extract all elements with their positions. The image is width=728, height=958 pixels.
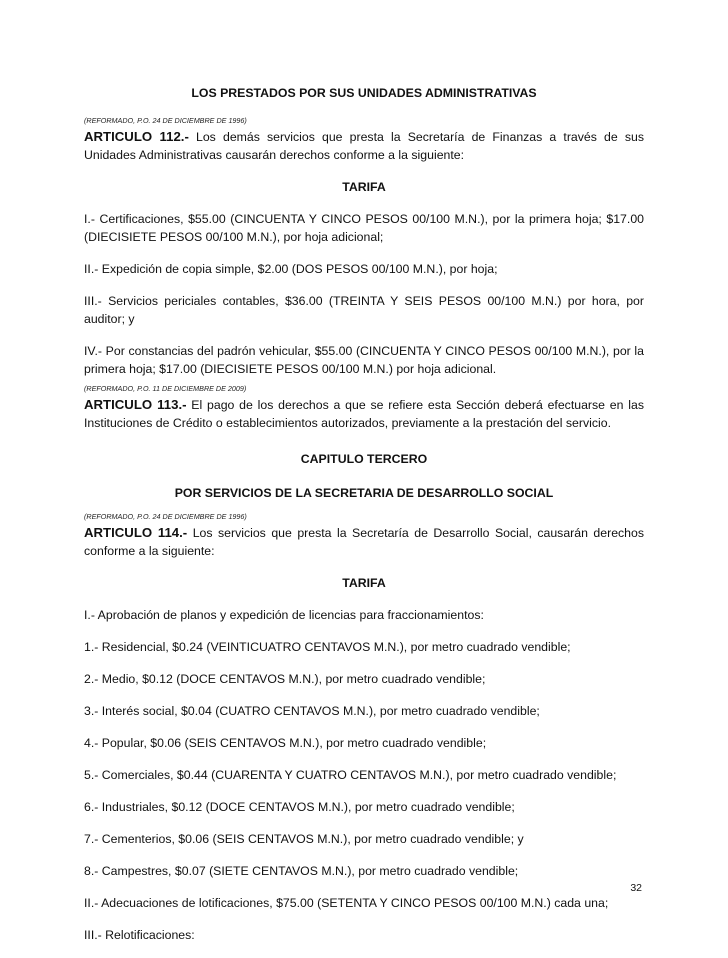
tariff-item: 7.- Cementerios, $0.06 (SEIS CENTAVOS M.N.), por metro cuadrado vendible; y [84, 832, 524, 846]
tariff-item: 5.- Comerciales, $0.44 (CUARENTA Y CUATRO CENTAVOS M.N.), por metro cuadrado vendible; [84, 768, 617, 782]
tariff-item: III.- Servicios periciales contables, $36.00 (TREINTA Y SEIS PESOS 00/100 M.N.) por hora, por auditor; y [84, 294, 644, 326]
article-112 [84, 128, 644, 164]
article-114 [84, 524, 644, 560]
tariff-item: IV.- Por constancias del padrón vehicular, $55.00 (CINCUENTA Y CINCO PESOS 00/100 M.N.), por la primera hoja; $17.00 (DIECISIETE PESOS 00/100 M.N.) por hoja adicional. [84, 344, 644, 376]
tariff-item: 4.- Popular, $0.06 (SEIS CENTAVOS M.N.), por metro cuadrado vendible; [84, 736, 487, 750]
chapter-heading: CAPITULO TERCERO [300, 452, 428, 466]
article-113 [84, 396, 644, 432]
tarifa-heading: TARIFA [342, 576, 386, 590]
tariff-item: 1.- Residencial, $0.24 (VEINTICUATRO CENTAVOS M.N.), por metro cuadrado vendible; [84, 640, 571, 654]
tariff-item: II.- Adecuaciones de lotificaciones, $75.00 (SETENTA Y CINCO PESOS 00/100 M.N.) cada una; [84, 896, 609, 910]
tariff-item: 3.- Interés social, $0.04 (CUATRO CENTAVOS M.N.), por metro cuadrado vendible; [84, 704, 540, 718]
tarifa-heading: TARIFA [342, 180, 386, 194]
article-text: El pago de los derechos a que se refiere esta Sección deberá efectuarse en las Instituciones de Crédito o establecimientos autorizados, previamente a la prestación del servicio. [84, 398, 644, 430]
chapter-subheading: POR SERVICIOS DE LA SECRETARIA DE DESARROLLO SOCIAL [174, 486, 554, 500]
article-text: Los demás servicios que presta la Secretaría de Finanzas a través de sus Unidades Administrativas causarán derechos conforme a la siguiente: [84, 130, 645, 162]
page-content [84, 84, 644, 958]
article-label: ARTICULO 113.- [84, 397, 187, 412]
reform-note: (REFORMADO, P.O. 24 DE DICIEMBRE DE 1996) [84, 116, 247, 125]
tariff-item: 2.- Medio, $0.12 (DOCE CENTAVOS M.N.), por metro cuadrado vendible; [84, 672, 486, 686]
page-number: 32 [630, 882, 642, 894]
reform-note: (REFORMADO, P.O. 11 DE DICIEMBRE DE 2009) [84, 384, 247, 393]
section-title: LOS PRESTADOS POR SUS UNIDADES ADMINISTRATIVAS [191, 86, 537, 100]
tariff-item: II.- Expedición de copia simple, $2.00 (DOS PESOS 00/100 M.N.), por hoja; [84, 262, 498, 276]
reform-note: (REFORMADO, P.O. 24 DE DICIEMBRE DE 1996) [84, 512, 247, 521]
tariff-item: I.- Aprobación de planos y expedición de licencias para fraccionamientos: [84, 608, 484, 622]
article-text: Los servicios que presta la Secretaría de Desarrollo Social, causarán derechos conforme a la siguiente: [84, 526, 645, 558]
article-label: ARTICULO 114.- [84, 525, 188, 540]
tariff-item: III.- Relotificaciones: [84, 928, 195, 942]
tariff-item: 6.- Industriales, $0.12 (DOCE CENTAVOS M.N.), por metro cuadrado vendible; [84, 800, 515, 814]
tariff-item: I.- Certificaciones, $55.00 (CINCUENTA Y CINCO PESOS 00/100 M.N.), por la primera hoja; $17.00 (DIECISIETE PESOS 00/100 M.N.), por hoja adicional; [84, 212, 644, 244]
article-label: ARTICULO 112.- [84, 129, 189, 144]
tariff-item: 8.- Campestres, $0.07 (SIETE CENTAVOS M.N.), por metro cuadrado vendible; [84, 864, 519, 878]
